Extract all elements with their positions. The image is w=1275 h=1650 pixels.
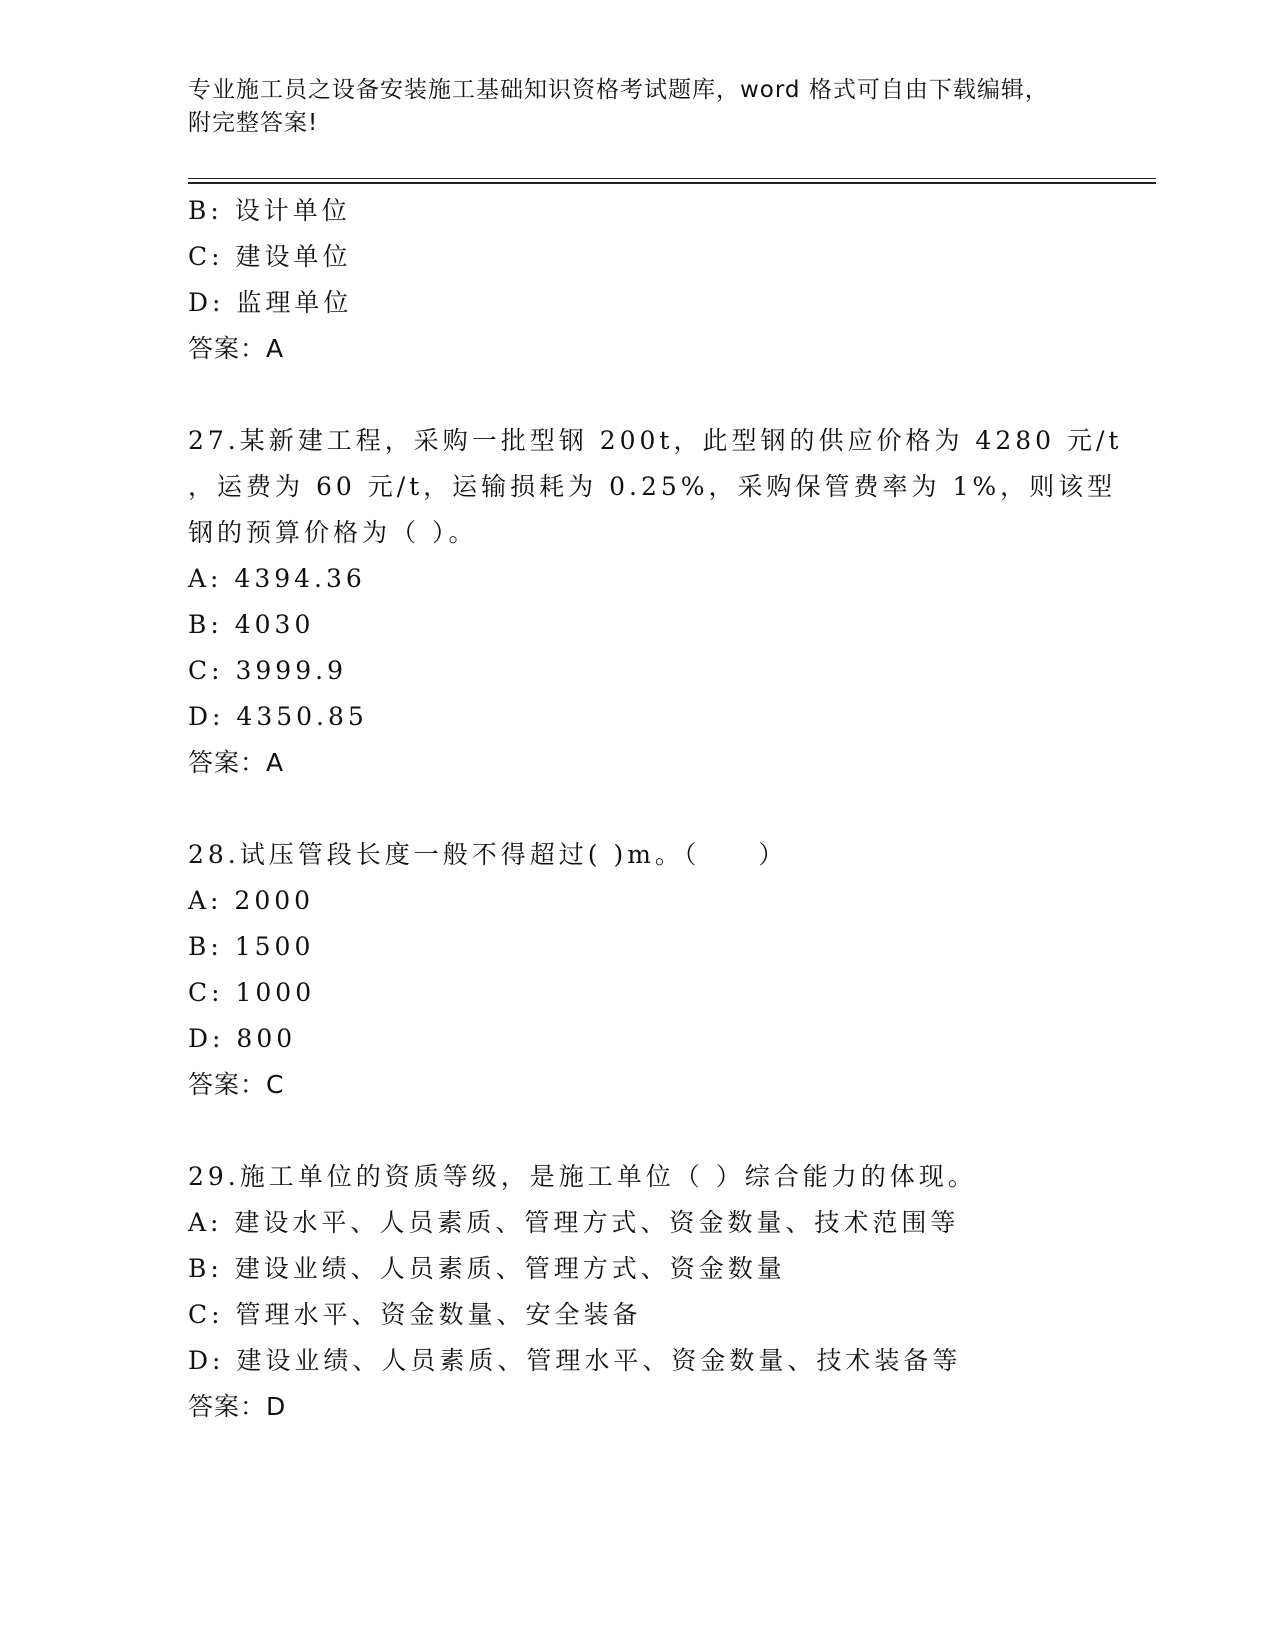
question-block-29 xyxy=(188,1154,1088,1430)
header-divider-thick xyxy=(188,182,1156,184)
option-c: C: 3999.9 xyxy=(188,656,347,685)
question-stem-line: 29.施工单位的资质等级，是施工单位（ ）综合能力的体现。 xyxy=(188,1162,977,1191)
option-b: B: 1500 xyxy=(188,932,315,961)
option-d: D: 监理单位 xyxy=(188,288,353,317)
option-b: B: 设计单位 xyxy=(188,196,351,225)
answer-line: 答案：A xyxy=(188,748,285,777)
header-line-1: 专业施工员之设备安装施工基础知识资格考试题库，word 格式可自由下载编辑， xyxy=(188,77,1049,103)
question-block-27 xyxy=(188,418,1123,786)
header-line-2: 附完整答案! xyxy=(188,110,319,136)
option-c: C: 建设单位 xyxy=(188,242,352,271)
question-stem-line: 27.某新建工程，采购一批型钢 200t，此型钢的供应价格为 4280 元/t xyxy=(188,426,1123,455)
option-b: B: 建设业绩、人员素质、管理方式、资金数量 xyxy=(188,1254,786,1283)
question-block-28 xyxy=(188,832,1088,1108)
option-c: C: 1000 xyxy=(188,978,316,1007)
option-a: A: 4394.36 xyxy=(188,564,366,593)
question-list xyxy=(188,188,1123,1430)
question-stem-line: ，运费为 60 元/t，运输损耗为 0.25%，采购保管费率为 1%，则该型 xyxy=(188,472,1117,501)
header-divider-thin xyxy=(188,178,1156,179)
question-block-26 xyxy=(188,188,1088,372)
option-a: A: 2000 xyxy=(188,886,315,915)
answer-line: 答案：D xyxy=(188,1392,287,1421)
option-d: D: 800 xyxy=(188,1024,297,1053)
option-a: A: 建设水平、人员素质、管理方式、资金数量、技术范围等 xyxy=(188,1208,960,1237)
question-stem-line: 28.试压管段长度一般不得超过( )m。（ ） xyxy=(188,840,788,869)
option-b: B: 4030 xyxy=(188,610,315,639)
option-d: D: 4350.85 xyxy=(188,702,368,731)
answer-line: 答案：A xyxy=(188,334,285,363)
answer-line: 答案：C xyxy=(188,1070,285,1099)
question-stem-line: 钢的预算价格为（ ）。 xyxy=(188,518,478,547)
option-d: D: 建设业绩、人员素质、管理水平、资金数量、技术装备等 xyxy=(188,1346,962,1375)
document-header xyxy=(188,74,1148,140)
option-c: C: 管理水平、资金数量、安全装备 xyxy=(188,1300,642,1329)
